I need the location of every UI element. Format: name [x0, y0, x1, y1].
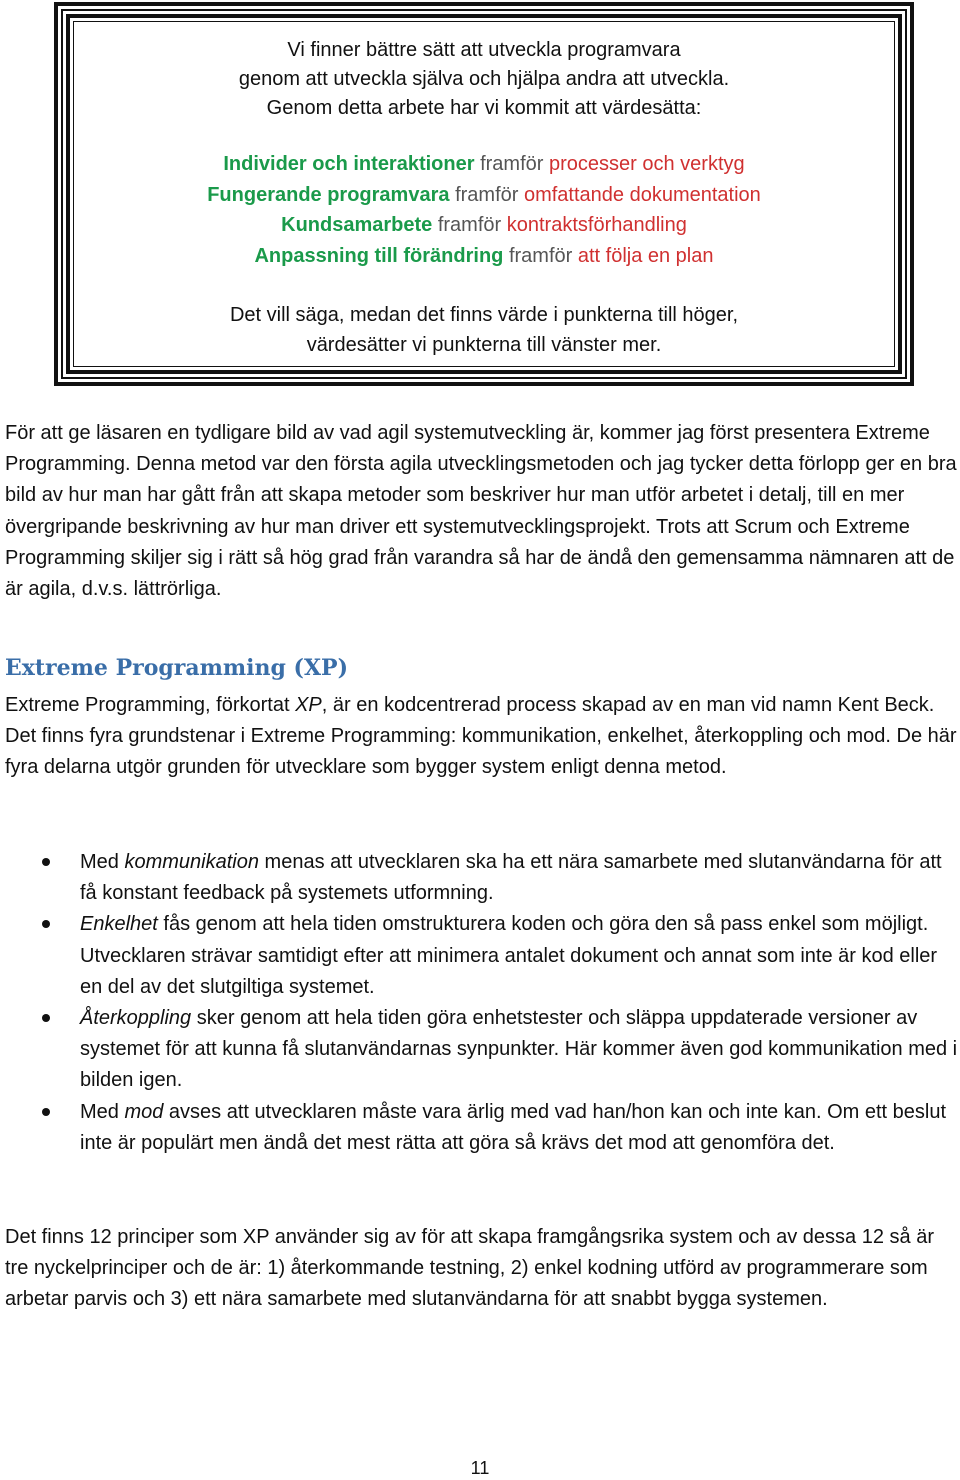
- lesser-value: processer och verktyg: [549, 153, 745, 175]
- bullet-icon: [42, 1014, 50, 1022]
- lesser-value: omfattande dokumentation: [523, 183, 761, 206]
- bullet-term: kommunikation: [124, 851, 259, 873]
- preferred-value: Anpassning till förändring: [254, 244, 504, 267]
- over-word: framför: [508, 244, 573, 267]
- bullet-term: mod: [124, 1100, 164, 1123]
- bullet-term: Enkelhet: [80, 913, 158, 936]
- lesser-value: att följa en plan: [577, 244, 714, 267]
- xp-paragraph: [5, 690, 960, 784]
- value-line: [74, 149, 894, 180]
- manifesto-values: [74, 149, 894, 271]
- xp-paragraph-rest: , är en kodcentrerad process skapad av en man vid namn Kent Beck. Det finns fyra grundstenar i Extreme Programming: kommunikation, enkelhet, återkoppling och mod. De här fyra delarna utgör grunden för utvecklare som bygger system enligt denna metod.: [5, 694, 957, 779]
- xp-abbrev: XP: [295, 694, 322, 716]
- bullet-item: Med mod avses att utvecklaren måste vara ärlig med vad han/hon kan och inte kan. Om ett beslut inte är populärt men ändå det mest rätta att göra så krävs det mod att genomföra det.: [0, 1097, 960, 1159]
- value-line: [74, 180, 894, 211]
- page-number: 11: [470, 1458, 490, 1478]
- preferred-value: Fungerande programvara: [207, 183, 450, 206]
- bullet-icon: [42, 858, 50, 866]
- bullet-item: Med kommunikation menas att utvecklaren ska ha ett nära samarbete med slutanvändarna för att få konstant feedback på systemets utformning.: [0, 847, 960, 909]
- bullet-icon: [42, 920, 50, 928]
- closing-line: värdesätter vi punkterna till vänster mer.: [306, 334, 662, 356]
- bullet-item: Enkelhet fås genom att hela tiden omstrukturera koden och göra den så pass enkel som möjligt. Utvecklaren strävar samtidigt efter att minimera antalet dokument och annat som inte är kod eller en del av det slutgiltiga systemet.: [0, 909, 960, 1003]
- principles-paragraph: Det finns 12 principer som XP använder sig av för att skapa framgångsrika system och av dessa 12 så är tre nyckelprinciper och de är: 1) återkommande testning, 2) enkel kodning utförd av programmerare som arbetar parvis och 3) ett nära samarbete med slutanvändarna för att snabbt bygga systemen.: [5, 1226, 934, 1311]
- preferred-value: Kundsamarbete: [281, 214, 433, 236]
- closing-line: Det vill säga, medan det finns värde i punkterna till höger,: [229, 304, 739, 326]
- over-word: framför: [480, 153, 544, 175]
- manifesto-closing: [74, 300, 894, 360]
- xp-paragraph-start: Extreme Programming, förkortat: [5, 694, 296, 716]
- lesser-value: kontraktsförhandling: [506, 214, 687, 236]
- over-word: framför: [455, 183, 519, 206]
- manifesto-frame: [54, 2, 914, 386]
- intro-paragraph: För att ge läsaren en tydligare bild av vad agil systemutveckling är, kommer jag först presentera Extreme Programming. Denna metod var den första agila utvecklingsmetoden och jag tycker detta förlopp ger en bra bild av hur man har gått från att skapa metoder som beskriver hur man utför arbetet i detalj, till en mer övergripande beskrivning av hur man driver ett systemutvecklingsprojekt. Trots att Scrum och Extreme Programming skiljer sig i rätt så hög grad från varandra så har de ändå den gemensamma nämnaren att de är agila, d.v.s. lättrörliga.: [5, 422, 957, 601]
- preferred-value: Individer och interaktioner: [223, 153, 475, 175]
- value-line: [74, 241, 894, 272]
- intro-line: Genom detta arbete har vi kommit att värdesätta:: [266, 97, 702, 119]
- bullet-list: [0, 847, 960, 1159]
- bullet-item: Återkoppling sker genom att hela tiden göra enhetstester och släppa uppdaterade versioner av systemet för att kunna få slutanvändarnas synpunkter. Här kommer även god kommunikation med i bilden igen.: [0, 1003, 960, 1097]
- intro-line: Vi finner bättre sätt att utveckla programvara: [287, 39, 681, 61]
- manifesto-content: [73, 21, 895, 367]
- over-word: framför: [437, 214, 502, 236]
- intro-line: genom att utveckla själva och hjälpa andra att utveckla.: [238, 68, 730, 90]
- bullet-icon: [42, 1108, 50, 1116]
- section-heading: Extreme Programming (XP): [5, 655, 348, 681]
- value-line: [74, 210, 894, 241]
- bullet-term: Återkoppling: [80, 1007, 192, 1030]
